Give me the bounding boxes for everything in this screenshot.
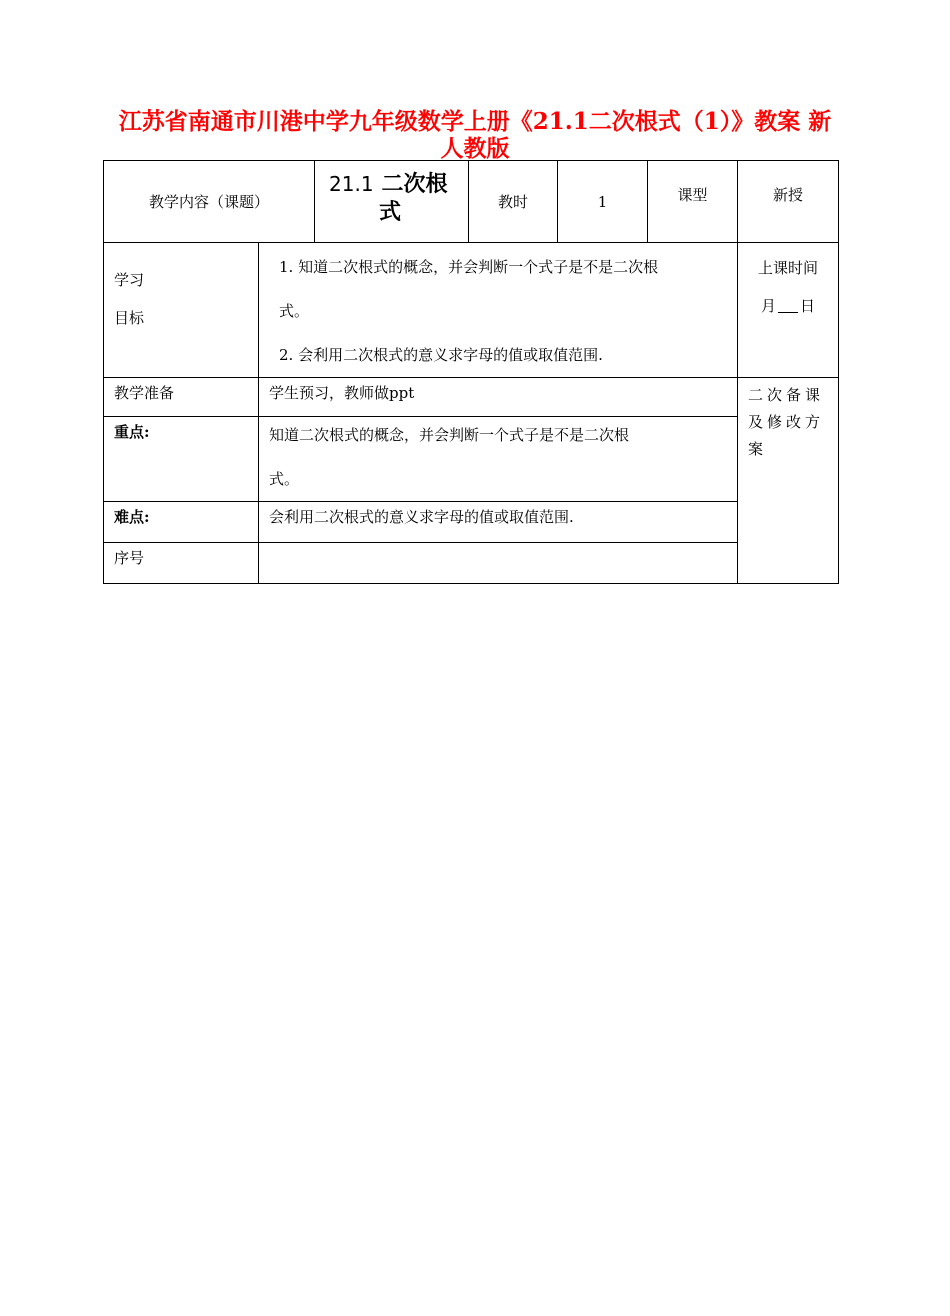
document-title: 江苏省南通市川港中学九年级数学上册《21.1二次根式（1）》教案 新人教版 bbox=[118, 108, 832, 162]
difficulty-row bbox=[104, 502, 839, 543]
preparation-value: 学生预习，教师做ppt bbox=[269, 384, 415, 402]
objectives-content-cell bbox=[259, 243, 738, 378]
key-point-value: 知道二次根式的概念，并会判断一个式子是不是二次根 bbox=[269, 426, 630, 444]
lesson-plan-table bbox=[103, 160, 839, 584]
objectives-label-line2: 目标 bbox=[114, 309, 145, 327]
objective-1: 1. 知道二次根式的概念，并会判断一个式子是不是二次根 bbox=[279, 258, 659, 276]
hours-value-cell bbox=[558, 161, 648, 243]
preparation-value-cell bbox=[259, 378, 738, 417]
objective-2: 2. 会利用二次根式的意义求字母的值或取值范围. bbox=[279, 346, 603, 364]
content-label-cell bbox=[104, 161, 315, 243]
day-blank bbox=[778, 294, 798, 313]
class-time-label: 上课时间 bbox=[758, 259, 819, 277]
topic-number: 21.1 bbox=[329, 172, 374, 196]
objective-1-continued: 式。 bbox=[279, 302, 310, 320]
sequence-value-cell bbox=[259, 543, 738, 584]
topic-cell bbox=[315, 161, 469, 243]
objectives-label-line1: 学习 bbox=[114, 271, 145, 289]
hours-value: 1 bbox=[597, 192, 608, 211]
content-label: 教学内容（课题） bbox=[149, 193, 270, 211]
key-point-label: 重点: bbox=[114, 423, 150, 441]
revision-cell bbox=[738, 378, 839, 584]
key-point-value-continued: 式。 bbox=[269, 470, 300, 488]
hours-label: 教时 bbox=[498, 193, 529, 211]
sequence-label-cell bbox=[104, 543, 259, 584]
day-label: 日 bbox=[800, 297, 816, 315]
difficulty-label-cell bbox=[104, 502, 259, 543]
preparation-row bbox=[104, 378, 839, 417]
month-label: 月 bbox=[761, 297, 777, 315]
type-value-cell bbox=[738, 161, 839, 243]
sequence-value bbox=[259, 543, 737, 547]
class-time-date bbox=[738, 287, 838, 325]
difficulty-label: 难点: bbox=[114, 508, 150, 526]
header-row bbox=[104, 161, 839, 243]
topic-name: 二次根 bbox=[381, 172, 448, 197]
hours-label-cell bbox=[469, 161, 558, 243]
objectives-label-cell bbox=[104, 243, 259, 378]
key-point-row bbox=[104, 417, 839, 502]
sequence-label: 序号 bbox=[114, 549, 145, 567]
type-value: 新授 bbox=[773, 186, 804, 204]
preparation-label-cell bbox=[104, 378, 259, 417]
preparation-label: 教学准备 bbox=[114, 384, 175, 402]
topic-name-continued: 式 bbox=[379, 200, 402, 225]
class-time-cell bbox=[738, 243, 839, 378]
difficulty-value: 会利用二次根式的意义求字母的值或取值范围. bbox=[269, 508, 574, 526]
key-point-label-cell bbox=[104, 417, 259, 502]
objectives-row bbox=[104, 243, 839, 378]
type-label-cell bbox=[648, 161, 738, 243]
sequence-row bbox=[104, 543, 839, 584]
difficulty-value-cell bbox=[259, 502, 738, 543]
type-label: 课型 bbox=[677, 186, 708, 204]
key-point-value-cell bbox=[259, 417, 738, 502]
revision-label: 二次备课及修改方案 bbox=[748, 386, 825, 458]
